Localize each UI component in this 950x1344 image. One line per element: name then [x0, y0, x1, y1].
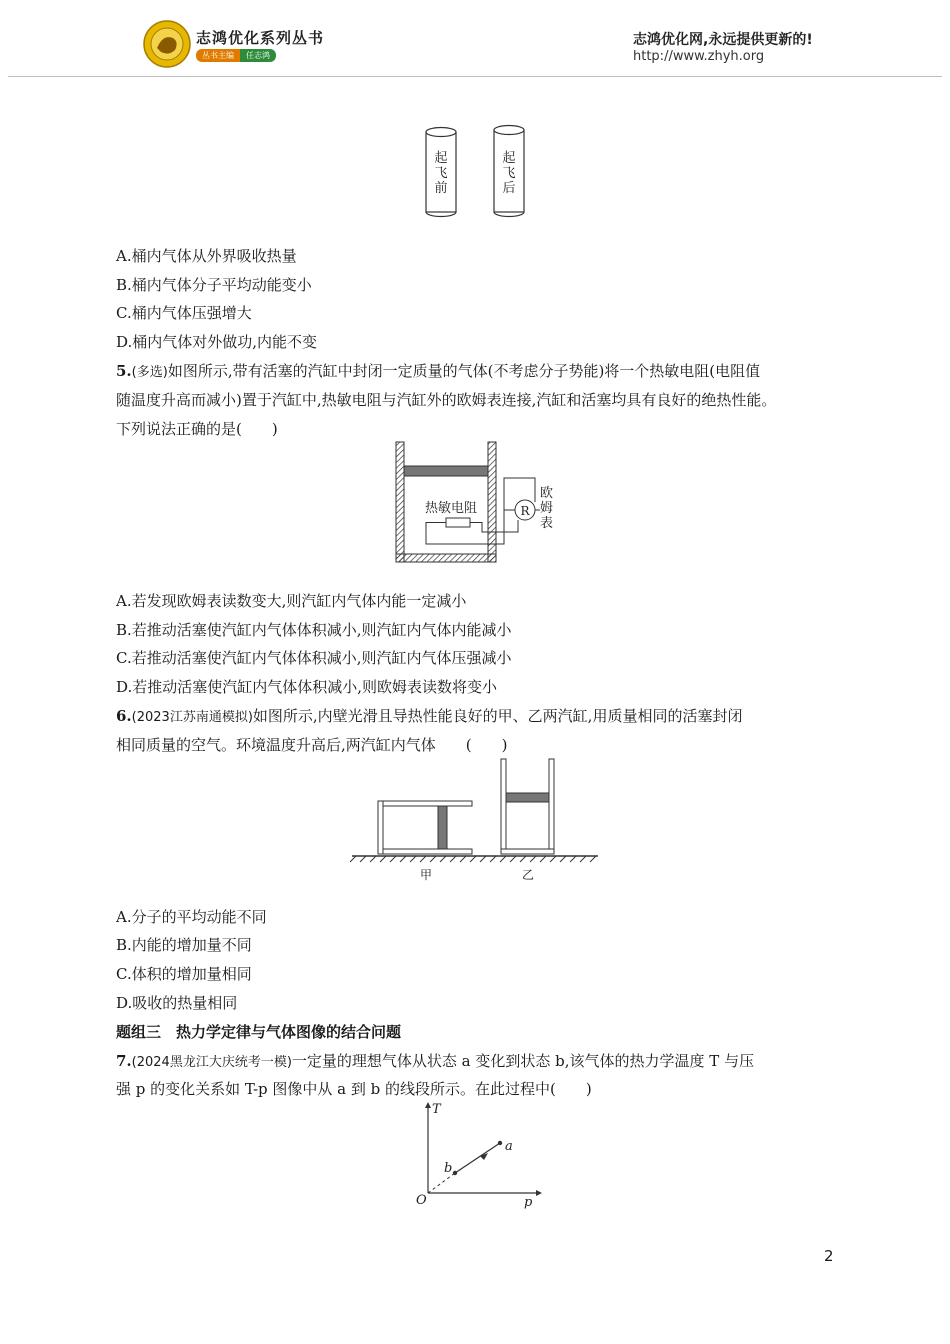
- q6-stem-line-1: [116, 706, 742, 728]
- q5-option-c: C.若推动活塞使汽缸内气体体积减小,则汽缸内气体压强减小: [116, 649, 512, 667]
- ohmmeter-symbol: R: [520, 504, 530, 518]
- q5-option-a: A.若发现欧姆表读数变大,则汽缸内气体内能一定减小: [116, 592, 467, 610]
- q5-option-b: B.若推动活塞使汽缸内气体体积减小,则汽缸内气体内能减小: [116, 621, 512, 639]
- logo-emblem-icon: [143, 20, 191, 68]
- q4-option-a: A.桶内气体从外界吸收热量: [116, 247, 297, 265]
- header-slogan: 志鸿优化网,永远提供更新的!: [633, 32, 813, 48]
- q5-option-d: D.若推动活塞使汽缸内气体体积减小,则欧姆表读数将变小: [116, 678, 498, 696]
- q5-stem-line-2: 随温度升高而减小)置于汽缸中,热敏电阻与汽缸外的欧姆表连接,汽缸和活塞均具有良好的绝热性能。: [116, 391, 777, 409]
- axis-t-label: T: [432, 1102, 441, 1117]
- q5-stem-line-1: [116, 361, 760, 383]
- q4-option-b: B.桶内气体分子平均动能变小: [116, 276, 312, 294]
- cylinder-ohmmeter-figure: [390, 440, 560, 568]
- q5-text-1: 如图所示,带有活塞的汽缸中封闭一定质量的气体(不考虑分子势能)将一个热敏电阻(电阻值: [167, 362, 761, 380]
- point-a-label: a: [505, 1139, 513, 1154]
- q5-stem-line-3: 下列说法正确的是( ): [116, 420, 278, 438]
- q5-tag: (多选): [131, 365, 168, 380]
- badge-left: 丛书主编: [196, 49, 240, 62]
- origin-label: O: [416, 1193, 427, 1208]
- axis-p-label: p: [524, 1195, 533, 1210]
- q6-option-d: D.吸收的热量相同: [116, 994, 238, 1012]
- q6-option-b: B.内能的增加量不同: [116, 936, 252, 954]
- ohmmeter-label-1: 欧: [540, 486, 554, 501]
- bucket-left-char-3: 前: [434, 181, 448, 196]
- page-number: 2: [824, 1247, 834, 1265]
- header-url[interactable]: http://www.zhyh.org: [633, 49, 765, 64]
- q4-option-d: D.桶内气体对外做功,内能不变: [116, 333, 318, 351]
- q5-number: 5.: [116, 362, 132, 380]
- bucket-left-char-2: 飞: [434, 166, 448, 181]
- badge-right: 任志鸿: [240, 49, 276, 62]
- q6-number: 6.: [116, 707, 132, 725]
- q6-source: (2023江苏南通模拟): [131, 710, 253, 725]
- q6-option-c: C.体积的增加量相同: [116, 965, 252, 983]
- bucket-figure: [420, 124, 530, 220]
- two-cylinders-figure: [350, 757, 600, 883]
- ohmmeter-label-3: 表: [540, 516, 554, 531]
- q7-number: 7.: [116, 1052, 132, 1070]
- q4-option-c: C.桶内气体压强增大: [116, 304, 252, 322]
- cylinder-yi-label: 乙: [521, 868, 535, 882]
- point-b-label: b: [444, 1161, 453, 1176]
- bucket-right-char-1: 起: [502, 151, 516, 166]
- q6-text-1: 如图所示,内壁光滑且导热性能良好的甲、乙两汽缸,用质量相同的活塞封闭: [252, 707, 743, 725]
- brand-name: 志鸿优化系列丛书: [196, 29, 325, 47]
- q6-stem-line-2: 相同质量的空气。环境温度升高后,两汽缸内气体 ( ): [116, 736, 508, 754]
- bucket-right-char-3: 后: [502, 181, 516, 196]
- q7-source: (2024黑龙江大庆统考一模): [131, 1055, 292, 1070]
- cylinder-jia-label: 甲: [419, 868, 433, 882]
- bucket-left-char-1: 起: [434, 151, 448, 166]
- header-divider: [8, 76, 942, 77]
- q7-stem-line-2: 强 p 的变化关系如 T-p 图像中从 a 到 b 的线段所示。在此过程中( ): [116, 1080, 592, 1098]
- thermistor-label: 热敏电阻: [425, 501, 478, 516]
- q7-stem-line-1: [116, 1051, 754, 1073]
- ohmmeter-label-2: 姆: [540, 501, 554, 516]
- editor-badge: [196, 49, 276, 62]
- q6-option-a: A.分子的平均动能不同: [116, 908, 267, 926]
- bucket-right-char-2: 飞: [502, 166, 516, 181]
- t-p-graph: [410, 1098, 550, 1210]
- q7-text-1: 一定量的理想气体从状态 a 变化到状态 b,该气体的热力学温度 T 与压: [291, 1052, 755, 1070]
- section-heading: 题组三 热力学定律与气体图像的结合问题: [116, 1023, 402, 1041]
